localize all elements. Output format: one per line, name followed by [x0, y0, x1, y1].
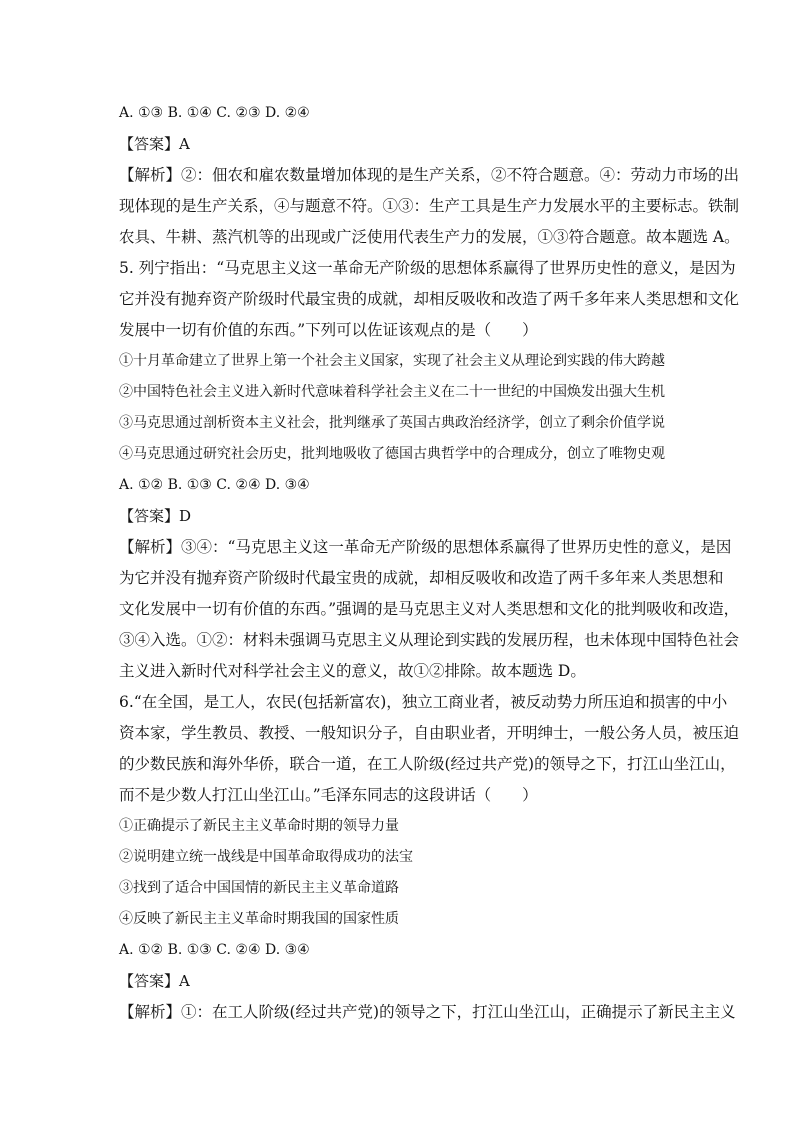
q6-analysis	[119, 1001, 736, 1023]
q4-analysis-line: 农具、牛耕、蒸汽机等的出现或广泛使用代表生产力的发展，①③符合题意。故本题选 A。	[119, 228, 740, 246]
q6-analysis-line: 【解析】①：在工人阶级(经过共产党)的领导之下，打江山坐江山，正确提示了新民主主义	[119, 1003, 736, 1021]
q4-analysis-line: 现体现的是生产关系，④与题意不符。①③：生产工具是生产力发展水平的主要标志。铁制	[119, 197, 740, 215]
q5-analysis-line: 【解析】③④：“马克思主义这一革命无产阶级的思想体系赢得了世界历史性的意义，是因	[119, 538, 732, 556]
q6-choice: ③找到了适合中国国情的新民主主义革命道路	[119, 880, 399, 896]
document-page	[119, 102, 740, 1032]
q5-options-block	[119, 474, 679, 496]
q5-stem-line: 发展中一切有价值的东西。”下列可以佐证该观点的是（ ）	[119, 321, 538, 339]
q5-choice: ②中国特色社会主义进入新时代意味着科学社会主义在二十一世纪的中国焕发出强大生机	[119, 384, 665, 400]
q5-stem	[119, 257, 740, 341]
q4-options-block	[119, 102, 679, 124]
q6-choice: ④反映了新民主主义革命时期我国的国家性质	[119, 911, 399, 927]
q6-stem-line: 资本家，学生教员、教授、一般知识分子，自由职业者，开明绅士，一般公务人员，被压迫	[119, 724, 740, 742]
q4-options: A. ①③ B. ①④ C. ②③ D. ②④	[119, 105, 310, 121]
q5-answer-block	[119, 505, 679, 527]
q4-analysis	[119, 164, 740, 248]
q5-analysis-line: ③④入选。①②：材料未强调马克思主义从理论到实践的发展历程，也未体现中国特色社会	[119, 631, 740, 649]
q4-analysis-line: 【解析】②：佃农和雇农数量增加体现的是生产关系，②不符合题意。④：劳动力市场的出	[119, 166, 740, 184]
q5-options: A. ①② B. ①③ C. ②④ D. ③④	[119, 477, 310, 493]
q5-choices	[119, 350, 679, 465]
q6-options-block	[119, 939, 679, 961]
q4-answer-block	[119, 133, 679, 155]
q5-choice: ③马克思通过剖析资本主义社会，批判继承了英国古典政治经济学，创立了剩余价值学说	[119, 415, 665, 431]
q6-choice: ①正确提示了新民主主义革命时期的领导力量	[119, 818, 399, 834]
q6-stem-line: 而不是少数人打江山坐江山。”毛泽东同志的这段讲话（ ）	[119, 786, 538, 804]
q6-stem	[119, 691, 740, 806]
q5-stem-line: 5. 列宁指出：“马克思主义这一革命无产阶级的思想体系赢得了世界历史性的意义，是因为	[119, 259, 736, 277]
q5-analysis	[119, 536, 740, 682]
q6-answer: 【答案】A	[119, 972, 190, 990]
q6-choices	[119, 815, 679, 930]
q6-options: A. ①② B. ①③ C. ②④ D. ③④	[119, 942, 310, 958]
q5-analysis-line: 主义进入新时代对科学社会主义的意义，故①②排除。故本题选 D。	[119, 662, 586, 680]
q5-analysis-line: 文化发展中一切有价值的东西。”强调的是马克思主义对人类思想和文化的批判吸收和改造，	[119, 600, 740, 618]
q6-choice: ②说明建立统一战线是中国革命取得成功的法宝	[119, 849, 413, 865]
q5-stem-line: 它并没有抛弃资产阶级时代最宝贵的成就，却相反吸收和改造了两千多年来人类思想和文化	[119, 290, 740, 308]
q5-choice: ④马克思通过研究社会历史，批判地吸收了德国古典哲学中的合理成分，创立了唯物史观	[119, 446, 665, 462]
q6-answer-block	[119, 970, 679, 992]
q6-stem-line: 的少数民族和海外华侨，联合一道，在工人阶级(经过共产党)的领导之下，打江山坐江山，	[119, 755, 736, 773]
q4-answer: 【答案】A	[119, 135, 190, 153]
q5-answer: 【答案】D	[119, 507, 192, 525]
q5-choice: ①十月革命建立了世界上第一个社会主义国家，实现了社会主义从理论到实践的伟大跨越	[119, 353, 665, 369]
q6-stem-line: 6.“在全国，是工人，农民(包括新富农)，独立工商业者，被反动势力所压迫和损害的中小	[119, 693, 728, 711]
q5-analysis-line: 为它并没有抛弃资产阶级时代最宝贵的成就，却相反吸收和改造了两千多年来人类思想和	[119, 569, 724, 587]
